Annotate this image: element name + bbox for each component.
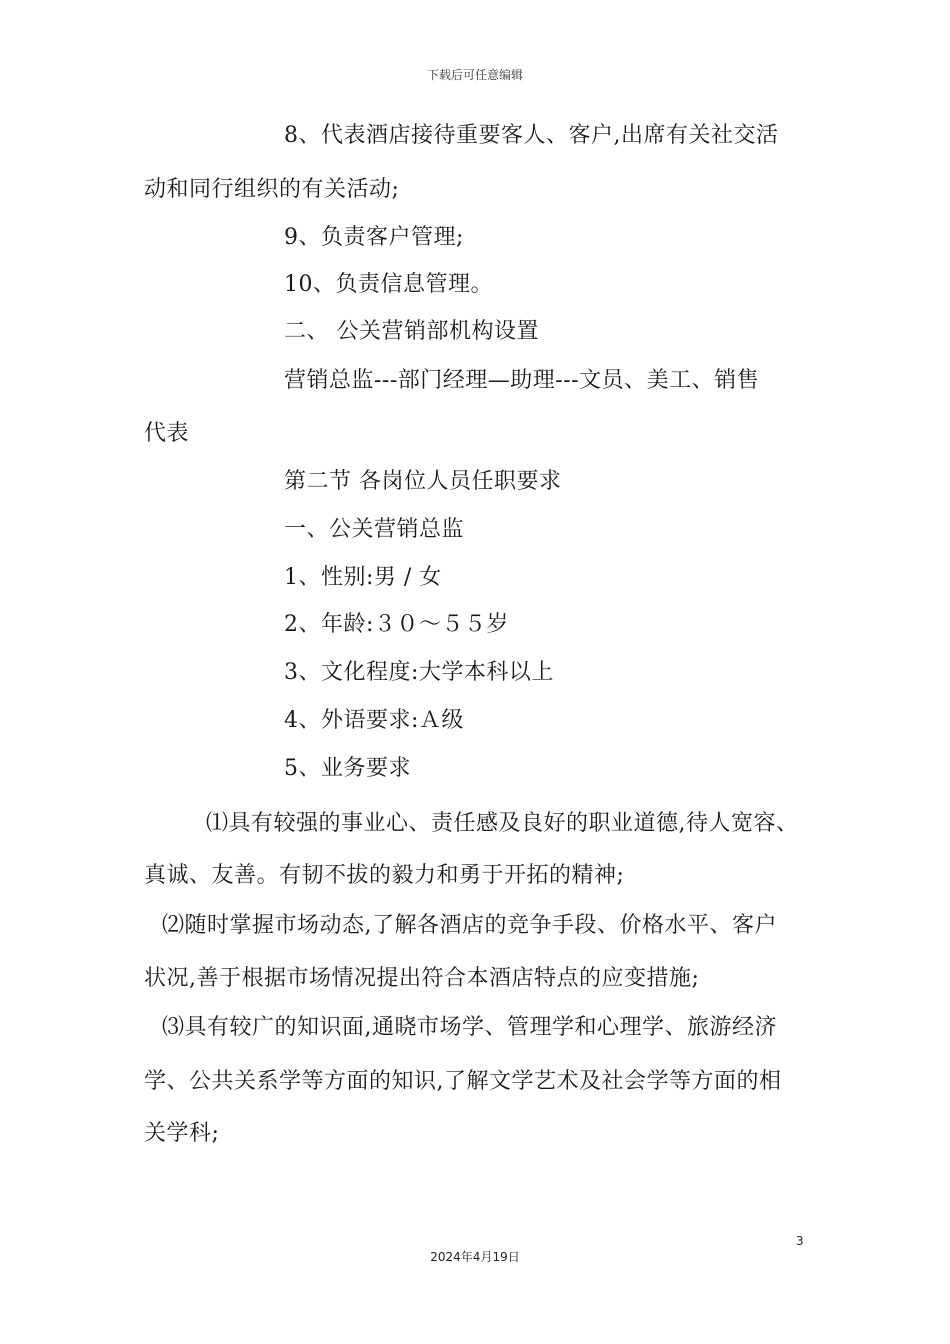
section-heading: 二、 公关营销部机构设置 xyxy=(284,319,539,344)
list-item: 1、性别:男 / 女 xyxy=(284,565,442,590)
list-item: 4、外语要求:Ａ级 xyxy=(284,708,464,733)
text-line: 状况,善于根据市场情况提出符合本酒店特点的应变措施; xyxy=(144,966,700,991)
page-number: 3 xyxy=(796,1234,804,1248)
list-item: 2、年龄:３０～５５岁 xyxy=(284,612,509,637)
text-line: ⑵随时掌握市场动态,了解各酒店的竞争手段、价格水平、客户 xyxy=(162,913,777,938)
text-line: ⑴具有较强的事业心、责任感及良好的职业道德,待人宽容、 xyxy=(206,811,799,836)
section-heading: 第二节 各岗位人员任职要求 xyxy=(284,469,562,494)
text-line: ⑶具有较广的知识面,通晓市场学、管理学和心理学、旅游经济 xyxy=(162,1015,777,1040)
text-line: 真诚、友善。有韧不拔的毅力和勇于开拓的精神; xyxy=(144,863,625,888)
list-item: 3、文化程度:大学本科以上 xyxy=(284,660,554,685)
text-line: 8、代表酒店接待重要客人、客户,出席有关社交活 xyxy=(284,123,779,148)
page-footer-date: 2024年4月19日 xyxy=(430,1250,520,1264)
subsection-heading: 一、公关营销总监 xyxy=(284,517,465,542)
text-line: 10、负责信息管理。 xyxy=(284,272,493,297)
text-line: 9、负责客户管理; xyxy=(284,225,464,250)
list-item: 5、业务要求 xyxy=(284,756,411,781)
text-line: 动和同行组织的有关活动; xyxy=(144,177,400,202)
text-line: 代表 xyxy=(144,421,190,446)
text-line: 学、公共关系学等方面的知识,了解文学艺术及社会学等方面的相 xyxy=(144,1069,782,1094)
text-line: 营销总监---部门经理—助理---文员、美工、销售 xyxy=(284,368,760,393)
page-header: 下载后可任意编辑 xyxy=(426,68,523,82)
text-line: 关学科; xyxy=(144,1121,220,1146)
